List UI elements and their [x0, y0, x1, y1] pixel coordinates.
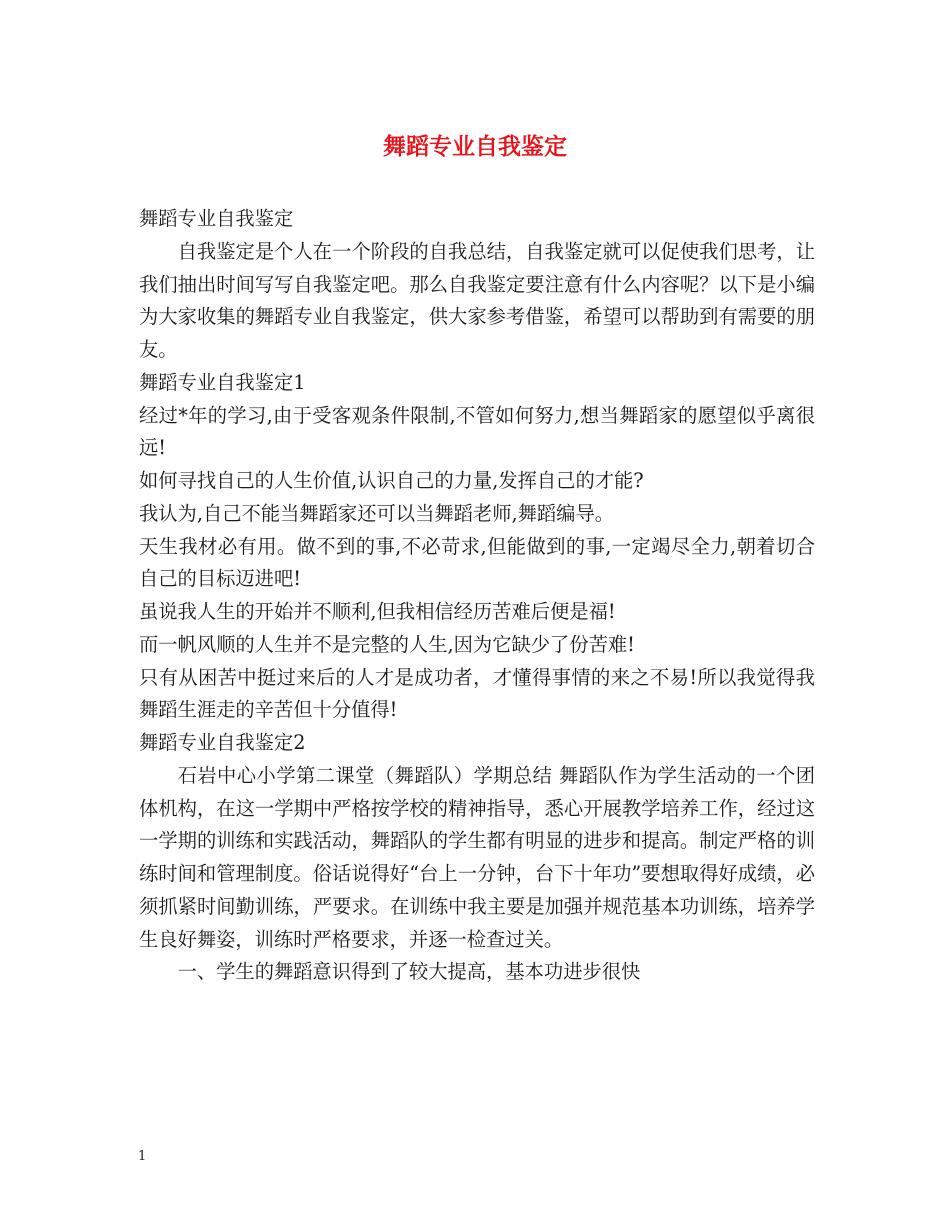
body-paragraph: 而一帆风顺的人生并不是完整的人生,因为它缺少了份苦难! — [139, 632, 635, 656]
body-paragraph: 如何寻找自己的人生价值,认识自己的力量,发挥自己的才能? — [139, 469, 644, 492]
body-paragraph: 虽说我人生的开始并不顺利,但我相信经历苦难后便是福! — [139, 600, 616, 623]
body-paragraph: 石岩中心小学第二课堂（舞蹈队）学期总结 舞蹈队作为学生活动的一个团体机构，在这一学期中严格按学校的精神指导，悉心开展教学培养工作，经过这一学期的训练和实践活动，舞蹈队的学生都有明显的进步和提高。制定严格的训练时间和管理制度。俗话说得好“台上一分钟，台下十年功”要想取得好成绩，必须抓紧时间勤训练，严要求。在训练中我主要是加强并规范基本功训练，培养学生良好舞姿，训练时严格要求，并逐一检查过关。 — [139, 763, 815, 951]
section-heading: 舞蹈专业自我鉴定1 — [139, 370, 306, 394]
section-heading: 舞蹈专业自我鉴定2 — [139, 731, 306, 754]
body-paragraph: 天生我材必有用。做不到的事,不必苛求,但能做到的事,一定竭尽全力,朝着切合自己的目标迈进吧! — [139, 534, 815, 591]
body-paragraph: 只有从困苦中挺过来后的人才是成功者，才懂得事情的来之不易!所以我觉得我舞蹈生涯走的辛苦但十分值得! — [139, 665, 815, 722]
page-number: 1 — [138, 1149, 147, 1164]
body-paragraph: 自我鉴定是个人在一个阶段的自我总结，自我鉴定就可以促使我们思考，让我们抽出时间写写自我鉴定吧。那么自我鉴定要注意有什么内容呢？以下是小编为大家收集的舞蹈专业自我鉴定，供大家参考借鉴，希望可以帮助到有需要的朋友。 — [139, 239, 815, 361]
body-paragraph: 我认为,自己不能当舞蹈家还可以当舞蹈老师,舞蹈编导。 — [139, 501, 615, 525]
document-body — [139, 203, 815, 989]
body-paragraph: 舞蹈专业自我鉴定 — [139, 207, 294, 230]
document-title: 舞蹈专业自我鉴定 — [383, 133, 567, 160]
body-paragraph: 经过*年的学习,由于受客观条件限制,不管如何努力,想当舞蹈家的愿望似乎离很远! — [139, 403, 815, 460]
body-paragraph: 一、学生的舞蹈意识得到了较大提高，基本功进步很快 — [177, 960, 641, 984]
